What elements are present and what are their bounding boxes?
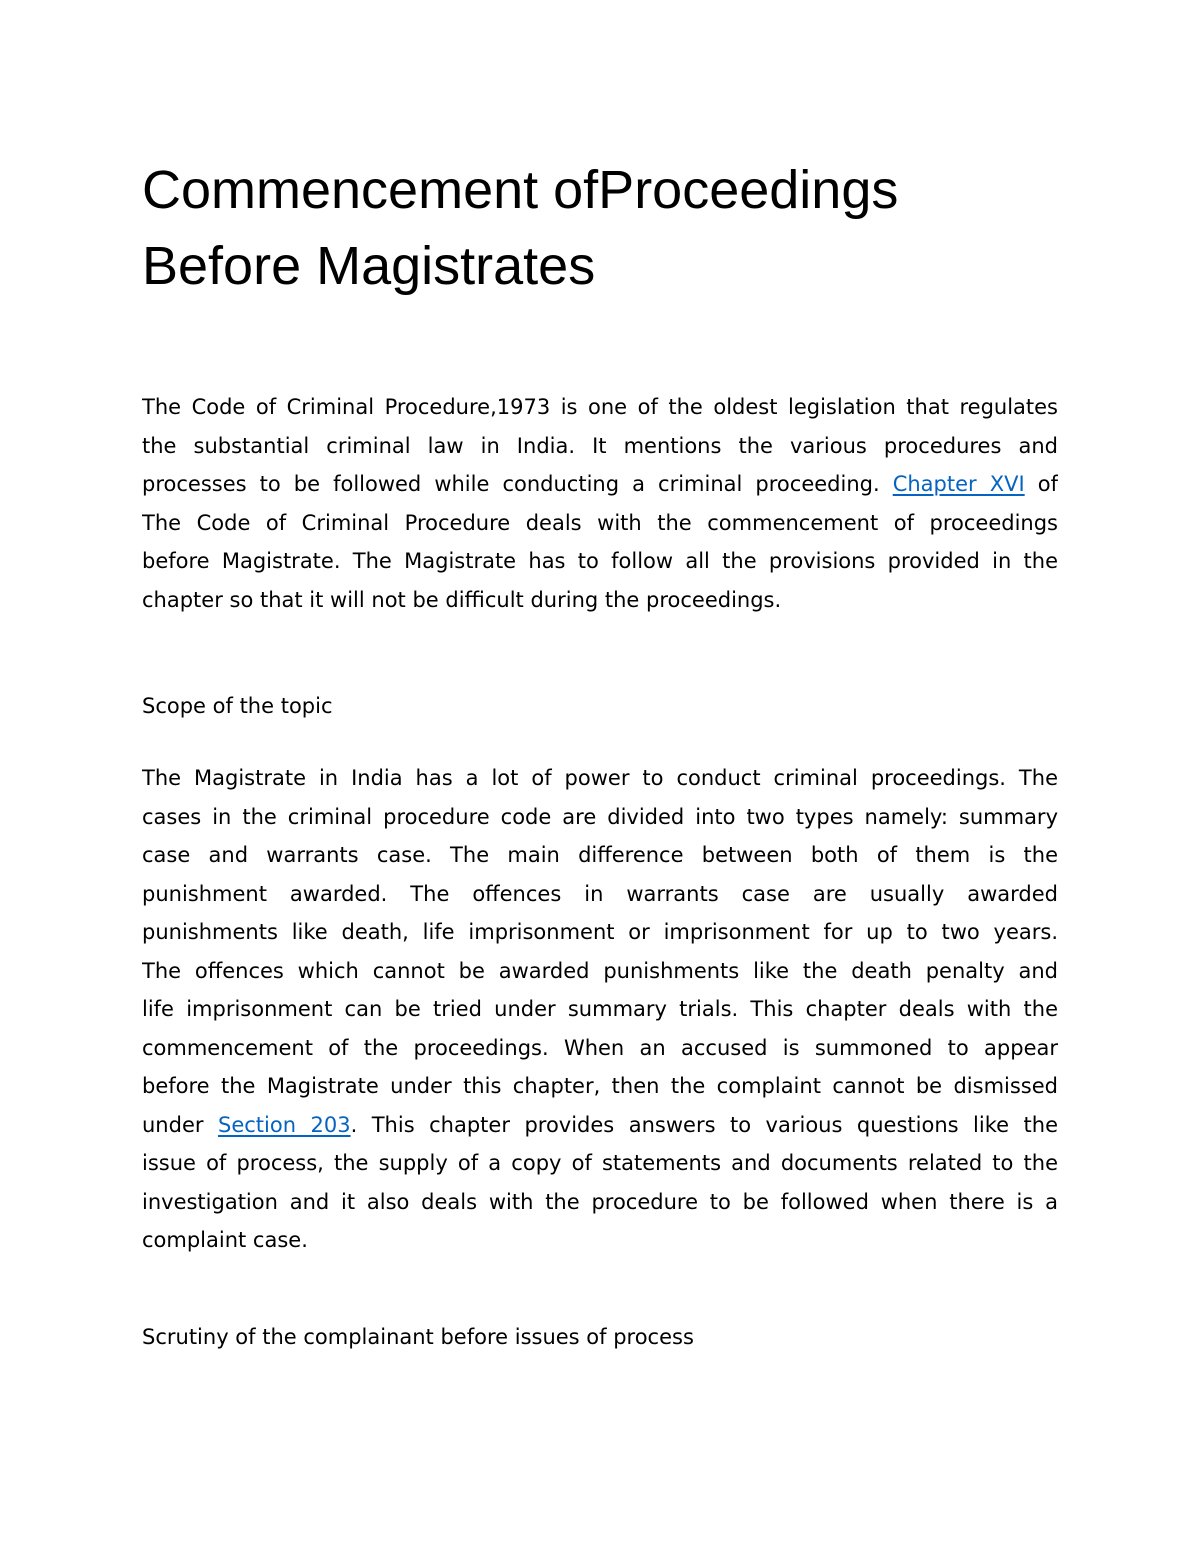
document-title xyxy=(142,152,1102,304)
intro-line: before Magistrate. The Magistrate has to follow all the provisions provided in the xyxy=(142,549,1058,573)
scope-line: The Magistrate in India has a lot of power to conduct criminal proceedings. The xyxy=(142,766,1058,790)
chapter-xvi-link[interactable]: Chapter XVI xyxy=(892,472,1025,496)
scope-line: life imprisonment can be tried under summary trials. This chapter deals with the xyxy=(142,997,1058,1021)
scope-line: before the Magistrate under this chapter, then the complaint cannot be dismissed xyxy=(142,1074,1058,1098)
heading-scope-of-topic: Scope of the topic xyxy=(142,694,333,718)
intro-line: chapter so that it will not be difficult during the proceedings. xyxy=(142,587,782,612)
intro-line: The Code of Criminal Procedure,1973 is one of the oldest legislation that regulates xyxy=(142,395,1058,419)
scope-line: punishment awarded. The offences in warrants case are usually awarded xyxy=(142,881,1058,906)
intro-line: the substantial criminal law in India. It mentions the various procedures and xyxy=(142,433,1058,458)
scope-line: complaint case. xyxy=(142,1228,308,1252)
heading-scrutiny-of-complainant: Scrutiny of the complainant before issues of process xyxy=(142,1325,694,1349)
scope-line: issue of process, the supply of a copy of statements and documents related to the xyxy=(142,1151,1058,1175)
intro-text: processes to be followed while conducting a criminal proceeding. xyxy=(142,472,893,496)
intro-text: of xyxy=(1024,472,1058,496)
intro-paragraph xyxy=(142,388,1058,619)
scope-line: commencement of the proceedings. When an accused is summoned to appear xyxy=(142,1035,1058,1060)
scope-paragraph xyxy=(142,759,1058,1260)
title-line-2: Before Magistrates xyxy=(142,236,596,296)
scope-line: investigation and it also deals with the procedure to be followed when there is a xyxy=(142,1189,1058,1214)
scope-text: under xyxy=(142,1112,218,1137)
scope-line: The offences which cannot be awarded punishments like the death penalty and xyxy=(142,958,1058,983)
intro-line: The Code of Criminal Procedure deals with the commencement of proceedings xyxy=(142,510,1058,535)
intro-line xyxy=(142,465,1058,504)
title-line-1: Commencement ofProceedings xyxy=(142,160,899,220)
scope-text: . This chapter provides answers to various questions like the xyxy=(350,1112,1058,1137)
scope-line: cases in the criminal procedure code are divided into two types namely: summary xyxy=(142,804,1058,829)
scope-line xyxy=(142,1106,1058,1145)
scope-line: case and warrants case. The main difference between both of them is the xyxy=(142,843,1058,867)
scope-line: punishments like death, life imprisonment or imprisonment for up to two years. xyxy=(142,920,1058,944)
section-203-link[interactable]: Section 203 xyxy=(217,1112,351,1137)
